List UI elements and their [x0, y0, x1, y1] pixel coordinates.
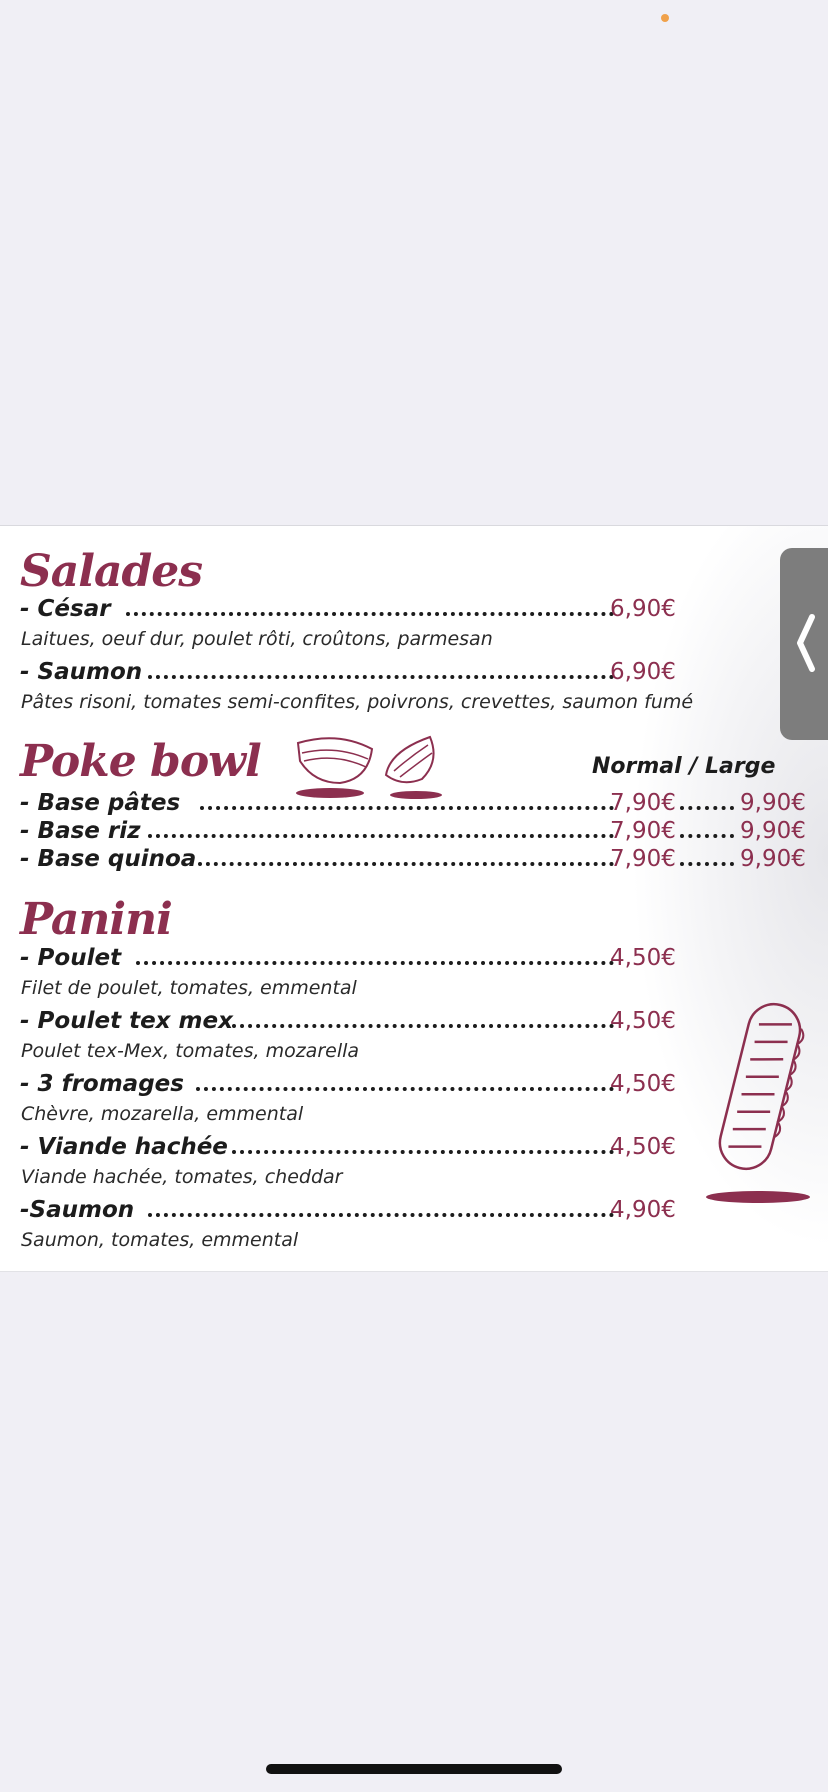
section-title-salades: Salades [20, 546, 203, 597]
item-price-large: 9,90€ [740, 790, 806, 816]
dot-leader [148, 1209, 614, 1217]
item-name: - 3 fromages [20, 1071, 184, 1097]
item-price: 4,50€ [610, 1134, 676, 1160]
dot-leader [680, 858, 734, 866]
dot-leader [148, 671, 614, 679]
item-name: - Viande hachée [20, 1134, 228, 1160]
item-description: Chèvre, mozarella, emmental [21, 1103, 304, 1125]
dot-leader [232, 1146, 614, 1154]
dot-leader [148, 830, 614, 838]
item-description: Viande hachée, tomates, cheddar [21, 1166, 343, 1188]
item-price: 6,90€ [610, 596, 676, 622]
item-description: Poulet tex-Mex, tomates, mozarella [21, 1040, 360, 1062]
item-price: 4,50€ [610, 945, 676, 971]
dot-leader [126, 608, 614, 616]
dot-leader [232, 1020, 614, 1028]
status-indicator-dot [661, 14, 669, 22]
item-price: 4,90€ [610, 1197, 676, 1223]
item-name: - Poulet tex mex [20, 1008, 233, 1034]
item-price-normal: 7,90€ [610, 790, 676, 816]
item-name: - Base pâtes [20, 790, 181, 816]
dot-leader [136, 957, 614, 965]
home-indicator[interactable] [266, 1764, 562, 1774]
dot-leader [196, 1083, 614, 1091]
item-price-normal: 7,90€ [610, 818, 676, 844]
dot-leader [680, 830, 734, 838]
item-price-large: 9,90€ [740, 818, 806, 844]
section-title-poke-bowl: Poke bowl [20, 736, 261, 787]
bowl-illustration [290, 731, 450, 801]
item-name: -Saumon [20, 1197, 135, 1223]
item-price-normal: 7,90€ [610, 846, 676, 872]
item-name: - Saumon [20, 659, 143, 685]
item-name: - Base quinoa [20, 846, 197, 872]
size-column-header: Normal / Large [592, 754, 776, 779]
item-description: Pâtes risoni, tomates semi-confites, poivrons, crevettes, saumon fumé [21, 691, 694, 713]
item-name: - Base riz [20, 818, 141, 844]
dot-leader [198, 858, 614, 866]
item-price: 6,90€ [610, 659, 676, 685]
panini-illustration [700, 996, 816, 1208]
section-title-panini: Panini [20, 894, 172, 945]
chevron-left-icon [794, 613, 818, 673]
collapse-panel-tab[interactable] [780, 548, 828, 740]
item-price: 4,50€ [610, 1071, 676, 1097]
dot-leader [680, 802, 734, 810]
item-name: - César [20, 596, 111, 622]
item-price: 4,50€ [610, 1008, 676, 1034]
item-price-large: 9,90€ [740, 846, 806, 872]
menu-image [0, 525, 828, 1272]
item-description: Saumon, tomates, emmental [21, 1229, 299, 1251]
dot-leader [200, 802, 614, 810]
item-description: Filet de poulet, tomates, emmental [21, 977, 357, 999]
item-description: Laitues, oeuf dur, poulet rôti, croûtons, parmesan [21, 628, 493, 650]
item-name: - Poulet [20, 945, 122, 971]
